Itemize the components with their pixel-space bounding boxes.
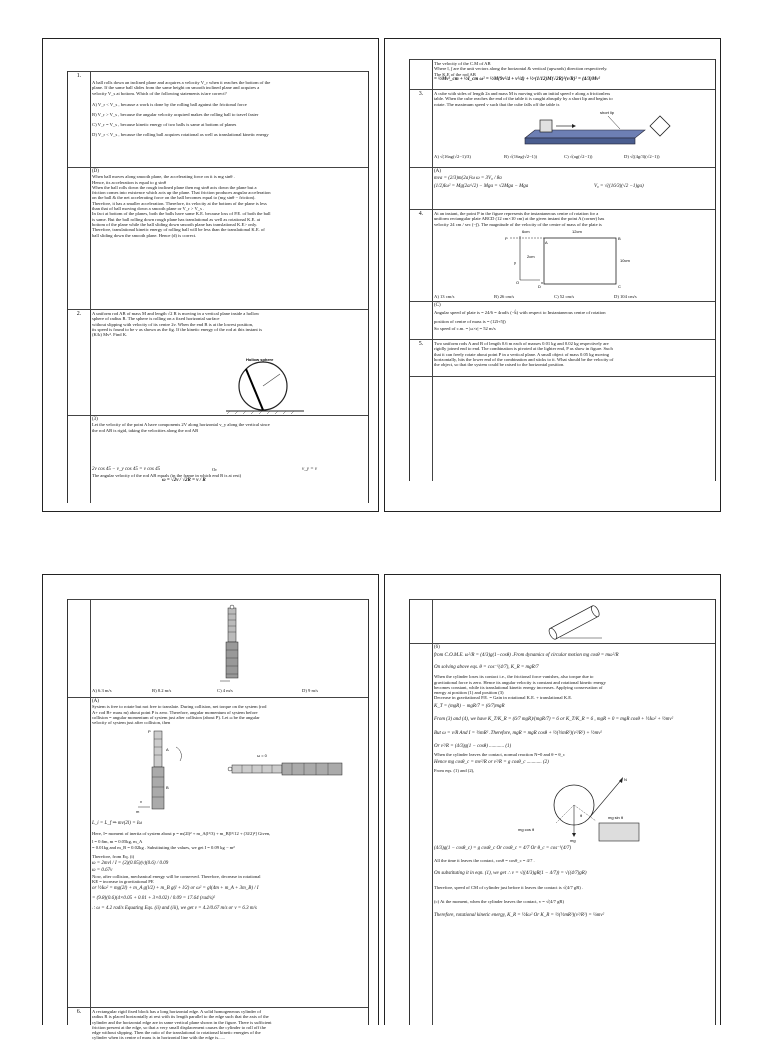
- text-line: friction present at the edge, so that a very small displacement causes the cylinder to roll off the: [92, 1024, 266, 1030]
- text-line: velocity 24 cm / sec (−ĵ). The magnitude of the velocity of the centre of mass of the plate is: [434, 221, 602, 227]
- equation: ω = √2v / √2R = v / R: [162, 478, 206, 484]
- label-a: A: [545, 240, 548, 245]
- label-a: A: [166, 747, 169, 753]
- text-line: velocity V_s at bottom. Which of the following statements is/are correct?: [92, 90, 227, 96]
- label-10cm: 10cm: [620, 258, 630, 263]
- text-line: (K/k) Mv². Find K.: [92, 332, 128, 338]
- equation: V₀ = √((16/3)(√2 −1)ga): [594, 184, 644, 190]
- question-text: [92, 80, 364, 140]
- question-row: [410, 209, 715, 302]
- question-table: [409, 59, 716, 481]
- label-n: N: [624, 777, 627, 783]
- question-row: [68, 1007, 368, 1048]
- rectangular-plate-figure: [500, 228, 630, 290]
- figure-row: [410, 599, 715, 644]
- text-line: on the ball & the net accelerating force on the ball becomes equal to (mg sinθ − friction).: [92, 195, 256, 201]
- text-line: When ball moves along smooth plane, the accelerating force on it is mg sinθ .: [92, 174, 235, 180]
- question-number: 1.: [76, 73, 82, 79]
- option-d: D) V_r < V_s , because the rolling ball acquires rotational as well as translational kinetic energy: [92, 131, 269, 137]
- option-d: D) 9 m/s: [302, 688, 319, 693]
- label-b: B: [166, 785, 169, 791]
- question-row: [410, 339, 715, 377]
- solution-row: [68, 415, 368, 504]
- label-b: B: [618, 236, 621, 241]
- text-line: cylinder and the horizontal edge are in same vertical plane shown in the figure. There is sufficient: [92, 1019, 272, 1025]
- rods-figure: [218, 604, 248, 684]
- option-a: A) 13 cm/s: [434, 294, 455, 299]
- equation: ∴ ω = 4.2 rad/s Equating Eqs. (ii) and (iii), we get v = 4.2/0.67 m/s or v = 6.3 m/s: [92, 906, 257, 912]
- text-line: the object, so that the system could be raised to the horizontal position.: [434, 362, 565, 368]
- question-number: 5.: [418, 341, 424, 347]
- text-line: Therefore, translational kinetic energy of rolling ball will be less than the translational K.E. of: [92, 227, 265, 233]
- label-m: m: [136, 809, 140, 815]
- equation: or ½Iω² = mg(2l) + m_A g(l/2) + m_B g(l + l/2) or ω² = gl(4m + m_A + 3m_B) / I: [92, 886, 259, 892]
- equation: Hence mg cosθ_c = mv²/R or v²/R = g cosθ_c ............ (2): [434, 760, 549, 766]
- text-line: When the cylinder leaves the contact, normal reaction N=0 and θ = θ_c: [434, 751, 565, 757]
- text-line: Where î, ĵ are the unit vectors along the horizontal & vertical (upwards) direction respectively.: [434, 66, 608, 72]
- option-b: B) 26 cm/s: [494, 294, 515, 299]
- equation: (4/3)g(1 − cosθ_c) = g cosθ_c Or cosθ_c = 4/7 Or θ_c = cos⁻¹(4/7): [434, 846, 572, 852]
- label-d: D: [538, 284, 541, 289]
- question-text: [434, 91, 711, 107]
- solution-text: [434, 303, 711, 332]
- text-line: table. When the cube reaches the end of the table it is caught abruptly by a short lip and begins to: [434, 96, 613, 102]
- text-line: that it can freely rotate about point P in a vertical plane. A small object of mass 0.05 kg moving: [434, 351, 609, 357]
- text-line: At an instant, the point P in the figure represents the instantaneous centre of rotation for a: [434, 211, 599, 216]
- text-line: Therefore, it has a smaller acceleration. Therefore, its velocity at the bottom of the plane is less: [92, 200, 267, 206]
- text-line: When the cylinder loses its contact i.e., the frictional force vanishes, also torque due to: [434, 674, 594, 680]
- document-page-1: [42, 38, 379, 512]
- question-row: [410, 89, 715, 168]
- answer-key: (C): [434, 303, 441, 308]
- text-line: A cube with sides of length 2a and mass M is moving with an initial speed v along a frictionless: [434, 91, 611, 96]
- question-number: 4.: [418, 211, 424, 217]
- text-line: KE = increase in gravitational PE: [92, 878, 154, 884]
- text-line: Angular speed of plate is = 24/6 = 4rad/s (−k̂) with respect to Instantaneous centre of rotation: [434, 310, 606, 316]
- label-theta: θ: [580, 813, 583, 819]
- solution-row: [68, 167, 368, 302]
- forces-figure: [504, 773, 654, 843]
- solution-row: [410, 643, 715, 1026]
- label-o: O: [516, 280, 520, 285]
- equation: ω = 0.67v: [92, 868, 113, 874]
- text-line: Hence, its acceleration is equal to g sinθ: [92, 179, 166, 185]
- text-line: rigidly joined end to end. The combination is pivoted at the lighter end, P as show in figure. Such: [434, 346, 613, 352]
- label-mgsin: mg sin θ: [608, 815, 624, 821]
- equation: On substituting it in eqn. (1), we get ∴ v = √((4/3)gR(1 − 4/7)) = √((4/7)gR): [434, 871, 587, 877]
- option-b: B) V_r > V_s , because the angular velocity acquired makes the rolling ball to travel faster: [92, 111, 259, 117]
- text-line: sphere of radius R. The sphere is rolling on a fixed horizontal surface: [92, 316, 220, 322]
- text-line: A+ rod B+ mass m) about point P is zero. Therefore, angular momentum of system before: [92, 709, 258, 715]
- equation: ω = 2mvl / I = (2)(0.05)(v)(0.6) / 0.09: [92, 861, 169, 867]
- text-line: uniform rectangular plate ABCD (12 cm×10 cm) at the given instant the point A (corner) has: [434, 216, 605, 222]
- document-page-2: [384, 38, 721, 512]
- solution-row: [410, 167, 715, 210]
- text-line: Let the velocity of the point A have components 2V along horizontal v_y along the vertical since: [92, 422, 270, 428]
- cube-on-table-figure: [520, 108, 670, 148]
- cylinder-on-edge-figure: [540, 604, 610, 640]
- text-line: edge without slipping. Then the ratio of the translational to rotational kinetic energies of the: [92, 1030, 261, 1036]
- label-mg: mg: [570, 838, 576, 844]
- text-line: When the ball rolls down the rough inclined plane then mg sinθ acts down the plane but a: [92, 184, 257, 190]
- equation: = (9.8)(0.6)(4×0.05 + 0.01 + 3×0.02) / 0.09 = 17.64 (rad/s)²: [92, 896, 215, 902]
- question-table: [67, 71, 369, 503]
- option-a: A) V_r < V_s , because a work is done by the rolling ball against the frictional force: [92, 101, 247, 107]
- text-line: velocity of system just after collision, then: [92, 720, 171, 726]
- text-line: A ball rolls down an inclined plane and acquires a velocity V_r when it reaches the bottom of the: [92, 80, 271, 85]
- label-c: C: [618, 284, 621, 289]
- text-line: A uniform rod AB of mass M and length √2 R is moving in a vertical plane inside a hollow: [92, 311, 260, 316]
- solution-text: [434, 61, 711, 82]
- text-line: Two uniform rods A and B of length 0.6 m each of masses 0.01 kg and 0.02 kg respectively are: [434, 341, 609, 346]
- equation: from C.O.M.E. ω²/R = (4/3)g(1−cosθ) .From dynamics of circular motion mg cosθ = mω²/R: [434, 653, 619, 659]
- text-line: than that of ball moving down a smooth plane or V_r > V_s .: [92, 206, 205, 212]
- question-row: [68, 71, 368, 168]
- question-row: [68, 309, 368, 416]
- question-text: [434, 341, 711, 367]
- answer-key: (3): [92, 417, 98, 422]
- equation: (1/2)Iω² = Mg(2a/√2) − Mga = √2Mga − Mga: [434, 184, 529, 190]
- equation: = ½Mv²_cm + ½I_cm ω² = ½M(9v²/4 + v²/4) + ½·(1/12)M(√2R)²(v/R)² = (4/3)Mv²: [434, 76, 601, 82]
- answer-key: (6): [434, 645, 440, 650]
- solution-text: [434, 645, 711, 923]
- text-or: Or: [212, 466, 217, 472]
- equation: Therefore, rotational kinetic energy, K_R = ½Iω² Or K_R = ½(½mR²)(v²/R²) = ¼mv²: [434, 913, 605, 919]
- document-page-3: [42, 574, 379, 1041]
- option-c: C) 52 cm/s: [554, 294, 575, 299]
- text-line: Now, after collision, mechanical energy will be conserved. Therefore, decrease in rotational: [92, 873, 261, 879]
- text-line: l = 0.6m, m = 0.05kg, m_A: [92, 839, 143, 845]
- text-line: Therefore, speed of CM of cylinder just before it leaves the contact is √(4/7 gR) .: [434, 885, 584, 891]
- text-line: In fact at bottom of the planes, both the balls have same K.E. because loss of P.E. of both the ball: [92, 211, 271, 217]
- equation: Or v²/R = (4/3)g(1 − cosθ) ............ (1): [434, 743, 512, 749]
- text-line: its speed is found to be v as shown as the fig. If the kinetic energy of the rod at this instant is: [92, 326, 262, 332]
- question-table: [67, 599, 369, 1041]
- text-line: plane. If the same ball slides from the same height on smooth inclined plane and acquires a: [92, 85, 260, 91]
- question-text: [434, 211, 711, 227]
- equation: 2v cos 45 − v_y cos 45 = v cos 45: [92, 466, 161, 472]
- figure-row: [68, 599, 368, 698]
- option-d: D) 104 cm/s: [614, 294, 637, 299]
- label-p: P: [148, 729, 151, 735]
- solution-row: [410, 59, 715, 90]
- text-line: collision = angular momentum of system just after collision (about P). Let ω be the angular: [92, 714, 260, 720]
- option-c: C) √(ag(√2−1)): [564, 154, 593, 159]
- text-line: Therefore, from Eq. (i): [92, 854, 135, 860]
- text-line: rotate. The maximum speed v such that the cube falls off the table is: [434, 101, 560, 107]
- text-line: gravitational force is zero. Hence its angular velocity is constant and rotational kinetic energy: [434, 679, 606, 685]
- solution-row: [68, 697, 368, 1008]
- question-text: [92, 311, 364, 337]
- text-line: cylinder when its centre of mass is in horizontal line with the edge is......: [92, 1035, 226, 1041]
- option-a: A) √(16ag(√2−1)/3): [434, 154, 471, 159]
- text-line: without slipping with velocity of its centre 2v. When the end B is at the lowest position,: [92, 321, 254, 327]
- text-line: (c) At the moment, when the cylinder leaves the contact, v = √(4/7 gR): [434, 899, 564, 905]
- answer-key: (D): [92, 169, 99, 174]
- label-2cm: 2cm: [527, 254, 535, 259]
- option-b: B) √(16ag(√2−1)): [504, 154, 538, 159]
- text-line: friction comes into existence which acts up the plane. That friction produces angular acceleration: [92, 190, 271, 196]
- option-c: C) V_r = V_s , because kinetic energy of two balls is same at bottom of planes: [92, 121, 237, 127]
- option-c: C) 4 m/s: [217, 688, 233, 693]
- label-v: v: [140, 799, 142, 805]
- equation: L_i = L_f ⇒ mv(2l) = Iω: [92, 821, 143, 827]
- text-line: becomes constant, while its translational kinetic energy increases. Applying conservation of: [434, 684, 603, 690]
- text-line: horizontally, hits the lower end of the combination and sticks to it. What should be the velocity of: [434, 356, 614, 362]
- option-d: D) √((4g/3)(√2−1)): [624, 154, 660, 159]
- text-line: System is free to rotate but not free to translate. During collision, net torque on the system (rod: [92, 704, 267, 710]
- text-line: the rod AB is rigid, taking the velocities along the rod AB: [92, 427, 199, 433]
- collision-figure: [132, 727, 352, 819]
- solution-text: [92, 417, 364, 483]
- equation: mva = (2/3)m(2a)²ω ω = 3V₀ / 8a: [434, 176, 502, 182]
- text-line: The K.E of the rod AB: [434, 71, 476, 77]
- label-x: x: [541, 280, 543, 285]
- equation: On solving above eqs. θ = cos⁻¹(4/7), K_R = mgR/7: [434, 665, 539, 671]
- solution-row: [410, 301, 715, 340]
- solution-text: [92, 169, 364, 238]
- document-page-4: [384, 574, 721, 1025]
- text-line: is same. But the ball rolling down rough plane has translational as well as rotational K.E. at: [92, 216, 261, 222]
- solution-text: [92, 699, 364, 914]
- answer-key: (A): [434, 169, 441, 174]
- text-line: ball sliding down the smooth plane. Hence (d) is correct.: [92, 232, 197, 238]
- text-line: The velocity of the C.M of AB: [434, 61, 491, 66]
- equation: From (3) and (4), we have K_T/K_R = (6/7 mgR)/(mgR/7) = 6 or K_T/K_R = 6 , mgR + 0 = mgR cosθ + ½Iω² + ½mv²: [434, 716, 674, 722]
- equation: K_T = (mgR) − mgR/7 = (6/7)mgR: [434, 703, 505, 709]
- text-line: All the time it leaves the contact, cosθ = cosθ_c = 4/7 .: [434, 858, 535, 864]
- solution-text: [434, 169, 711, 194]
- text-line: Decrease in gravitational P.E. = Gain in rotational K.E. + translational K.E.: [434, 695, 573, 701]
- text-line: From eqs. (1) and (2),: [434, 768, 475, 774]
- question-number: 3.: [418, 91, 424, 97]
- label-mgcos: mg cos θ: [518, 827, 535, 833]
- label-12cm: 12cm: [572, 229, 582, 234]
- text-line: position of centre of mass is = (12î+5ĵ): [434, 319, 506, 325]
- label-p: P: [505, 236, 508, 241]
- text-line: The angular velocity of the rod AB equals (in the frame in which end B is at rest): [92, 472, 242, 478]
- question-number: 6.: [76, 1009, 82, 1015]
- question-table: [409, 599, 716, 1025]
- text-line: A rectangular rigid fixed block has a long horizontal edge. A solid homogeneous cylinder of: [92, 1009, 262, 1014]
- option-a: A) 6.3 m/s: [92, 688, 112, 693]
- text-line: bottom of the plane while the ball sliding down smooth plane has translational K.E> only.: [92, 221, 258, 227]
- text-line: Here, I= moment of inertia of system about p = m(2l)² + m_A(l²/3) + m_B[l²/12 + (3l/2)²] Given,: [92, 831, 271, 837]
- option-b: B) 8.2 m/s: [152, 688, 172, 693]
- question-number: 2.: [76, 311, 82, 317]
- figure-label: short lip: [600, 110, 615, 115]
- question-text: [92, 1009, 364, 1041]
- text-line: energy at position (1) and position (3): [434, 690, 504, 696]
- text-line: So speed of c.m. = |ω×r| = 52 m/s: [434, 326, 496, 332]
- hollow-sphere-figure: [218, 356, 308, 414]
- text-line: radius R is placed horizontally at rest with its length parallel to the edge such that the axis of the: [92, 1014, 269, 1020]
- figure-label: Hollow sphere: [246, 357, 274, 362]
- text-line: = 0.01kg and m_B = 0.02kg . Substituting the values, we get I = 0.09 kg − m²: [92, 844, 235, 850]
- label-y: y: [514, 260, 516, 265]
- answer-key: (A): [92, 699, 99, 704]
- label-6cm: 6cm: [522, 229, 530, 234]
- label-omega: ω = 0: [257, 753, 267, 759]
- equation: v_y = v: [302, 466, 318, 472]
- equation: But ω = v/R And I = ½mR² .Therefore, mgR = mgR cosθ + ½(½mR²)(v²/R²) + ½mv²: [434, 730, 602, 736]
